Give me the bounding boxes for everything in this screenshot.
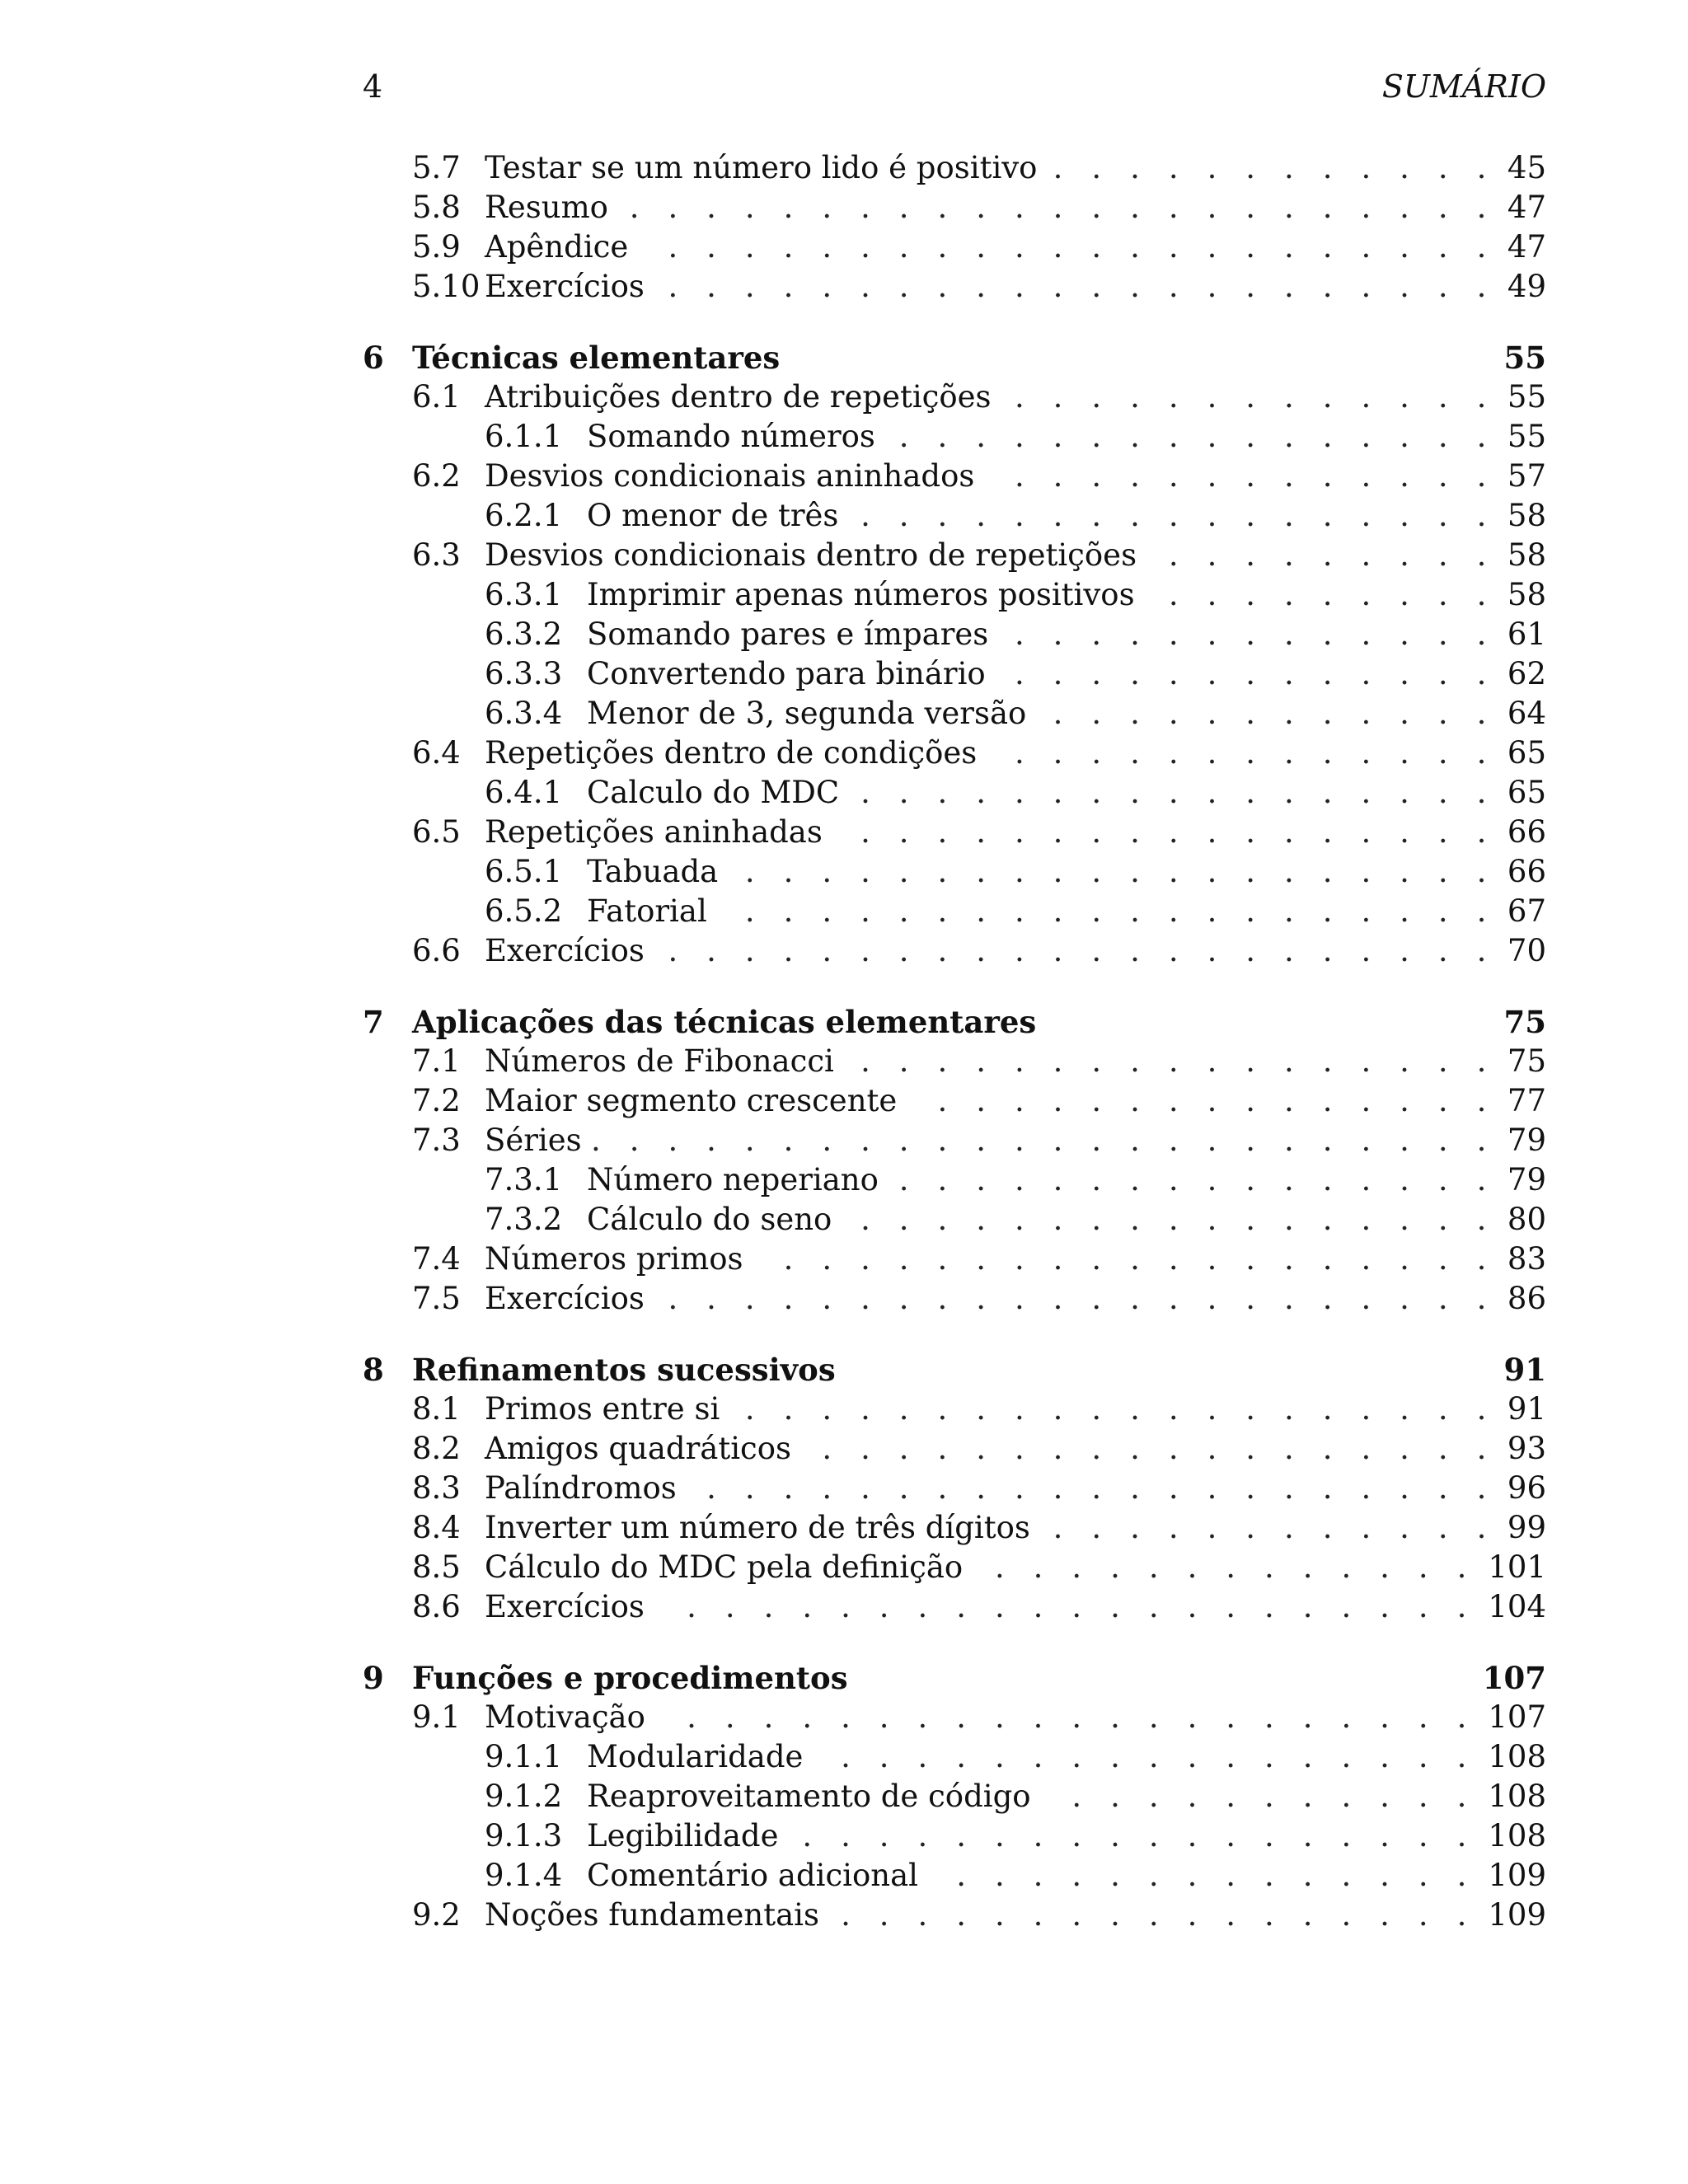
toc-entry-page: 47: [1504, 188, 1546, 227]
toc-entry[interactable]: [363, 148, 1546, 188]
toc-entry-title: Repetições dentro de condições: [485, 733, 983, 773]
dot-leader: [656, 1279, 1496, 1319]
toc-entry-page: 55: [1501, 338, 1547, 377]
toc-entry-number: 6.5: [412, 814, 461, 850]
toc-entry-title: Maior segmento crescente: [485, 1081, 903, 1121]
toc-entry[interactable]: [363, 496, 1546, 536]
toc-entry-title: Desvios condicionais aninhados: [485, 457, 981, 496]
dot-leader: [688, 1469, 1496, 1508]
toc-entry[interactable]: [363, 1856, 1546, 1896]
toc-entry-page: 79: [1504, 1160, 1546, 1200]
toc-entry-number: 6.5.1: [485, 854, 563, 889]
toc-entry[interactable]: [363, 1240, 1546, 1279]
toc-entry-title: Fatorial: [587, 892, 714, 931]
toc-entry-page: 67: [1504, 892, 1546, 931]
toc-entry-page: 75: [1504, 1042, 1546, 1081]
toc-entry-title: Calculo do MDC: [587, 773, 846, 813]
toc-entry[interactable]: [363, 1548, 1546, 1587]
toc-entry-title: Legibilidade: [587, 1816, 785, 1856]
toc-entry-title: Técnicas elementares: [412, 338, 786, 377]
dot-leader: [843, 1200, 1496, 1240]
toc-entry-page: 61: [1504, 615, 1546, 654]
toc-entry-page: 108: [1484, 1777, 1546, 1816]
toc-entry-number: 8.2: [412, 1431, 461, 1466]
toc-entry-page: 108: [1484, 1737, 1546, 1777]
toc-entry-title: Reaproveitamento de código: [587, 1777, 1038, 1816]
toc-entry-page: 96: [1504, 1469, 1546, 1508]
toc-entry-number: 5.8: [412, 190, 461, 225]
toc-entry[interactable]: [363, 227, 1546, 267]
toc-entry-page: 83: [1504, 1240, 1546, 1279]
toc-entry-number: 7.1: [412, 1043, 461, 1079]
toc-entry-title: Exercícios: [485, 1279, 651, 1319]
toc-entry-page: 62: [1504, 654, 1546, 694]
toc-entry-title: Números de Fibonacci: [485, 1042, 841, 1081]
toc-entry[interactable]: [363, 457, 1546, 496]
toc-entry-number: 6.3: [412, 537, 461, 573]
dot-leader: [1042, 1508, 1496, 1548]
toc-entry-number: 6.6: [412, 933, 461, 968]
toc-entry-number: 5.7: [412, 150, 461, 185]
toc-entry-title: Apêndice: [485, 227, 635, 267]
toc-entry-number: 6.5.2: [485, 893, 563, 929]
toc-entry-title: Tabuada: [587, 852, 724, 892]
dot-leader: [846, 1042, 1496, 1081]
toc-entry[interactable]: [363, 1587, 1546, 1627]
toc-entry[interactable]: [363, 1160, 1546, 1200]
toc-entry-title: Inverter um número de três dígitos: [485, 1508, 1037, 1548]
dot-leader: [1000, 615, 1496, 654]
toc-entry-number: 5.10: [412, 269, 481, 304]
toc-entry[interactable]: [363, 1698, 1546, 1737]
toc-entry-title: Exercícios: [485, 931, 651, 971]
toc-entry-number: 8.6: [412, 1589, 461, 1624]
toc-entry-page: 107: [1484, 1698, 1546, 1737]
dot-leader: [831, 1896, 1476, 1935]
dot-leader: [790, 1816, 1476, 1856]
toc-entry[interactable]: [363, 931, 1546, 971]
toc-entry-title: Convertendo para binário: [587, 654, 992, 694]
toc-entry[interactable]: [363, 733, 1546, 773]
toc-entry-number: 7.2: [412, 1083, 461, 1118]
toc-entry-title: Modularidade: [587, 1737, 809, 1777]
toc-entry-page: 49: [1504, 267, 1546, 307]
toc-entry-number: 6.1: [412, 379, 461, 415]
toc-entry-page: 107: [1479, 1658, 1546, 1698]
toc-entry-number: 7.3.2: [485, 1202, 563, 1237]
toc-entry-number: 6: [363, 340, 384, 376]
dot-leader: [887, 417, 1496, 457]
toc-entry-page: 104: [1484, 1587, 1546, 1627]
toc-chapter-entry[interactable]: [363, 338, 1546, 377]
toc-entry-number: 7: [363, 1004, 384, 1040]
toc-chapter-entry[interactable]: [363, 1002, 1546, 1042]
dot-leader: [988, 733, 1496, 773]
dot-leader: [1146, 575, 1496, 615]
toc-entry-title: Primos entre si: [485, 1390, 726, 1429]
toc-entry[interactable]: [363, 813, 1546, 852]
toc-entry[interactable]: [363, 1469, 1546, 1508]
toc-entry-page: 65: [1504, 733, 1546, 773]
toc-entry-page: 55: [1504, 417, 1546, 457]
toc-entry-title: Funções e procedimentos: [412, 1658, 855, 1698]
toc-chapter-entry[interactable]: [363, 1658, 1546, 1698]
toc-entry-page: 77: [1504, 1081, 1546, 1121]
toc-entry-title: Desvios condicionais dentro de repetições: [485, 536, 1143, 575]
toc-entry-title: Repetições aninhadas: [485, 813, 829, 852]
toc-entry-number: 9.1.1: [485, 1739, 563, 1774]
toc-entry-title: Números primos: [485, 1240, 749, 1279]
toc-chapter-entry[interactable]: [363, 1350, 1546, 1390]
dot-leader: [1003, 377, 1496, 417]
dot-leader: [593, 1121, 1496, 1160]
toc-entry-number: 8.3: [412, 1470, 461, 1506]
toc-entry-title: Menor de 3, segunda versão: [587, 694, 1033, 733]
toc-entry-page: 65: [1504, 773, 1546, 813]
toc-entry-title: Refinamentos sucessivos: [412, 1350, 842, 1390]
toc-entry-number: 6.4: [412, 735, 461, 771]
toc-entry[interactable]: [363, 1279, 1546, 1319]
toc-entry-page: 108: [1484, 1816, 1546, 1856]
toc-entry-number: 9.1: [412, 1699, 461, 1735]
toc-entry-number: 6.2.1: [485, 498, 563, 533]
dot-leader: [834, 813, 1496, 852]
toc-entry-title: Imprimir apenas números positivos: [587, 575, 1142, 615]
toc-entry-page: 93: [1504, 1429, 1546, 1469]
toc-entry-page: 75: [1501, 1002, 1547, 1042]
toc-entry-number: 6.3.3: [485, 656, 563, 691]
dot-leader: [754, 1240, 1496, 1279]
toc-entry-number: 7.3.1: [485, 1162, 563, 1197]
toc-entry-page: 70: [1504, 931, 1546, 971]
dot-leader: [719, 892, 1496, 931]
toc-entry[interactable]: [363, 694, 1546, 733]
toc-entry-title: O menor de três: [587, 496, 845, 536]
dot-leader: [640, 227, 1496, 267]
toc-entry[interactable]: [363, 892, 1546, 931]
dot-leader: [1048, 148, 1496, 188]
dot-leader: [930, 1856, 1476, 1896]
toc-entry-number: 7.4: [412, 1241, 461, 1277]
toc-entry[interactable]: [363, 1390, 1546, 1429]
toc-entry-page: 66: [1504, 813, 1546, 852]
toc-entry-number: 8: [363, 1352, 384, 1388]
running-title: SUMÁRIO: [1381, 68, 1546, 105]
toc-entry[interactable]: [363, 267, 1546, 307]
toc-entry-title: Motivação: [485, 1698, 652, 1737]
toc-entry-page: 91: [1501, 1350, 1547, 1390]
dot-leader: [656, 267, 1496, 307]
toc-entry-page: 55: [1504, 377, 1546, 417]
page-number: 4: [363, 68, 383, 105]
toc-entry[interactable]: [363, 1508, 1546, 1548]
dot-leader: [908, 1081, 1496, 1121]
toc-entry-title: Cálculo do seno: [587, 1200, 838, 1240]
toc-entry[interactable]: [363, 654, 1546, 694]
toc-entry-number: 8.5: [412, 1549, 461, 1585]
toc-entry-page: 58: [1504, 536, 1546, 575]
toc-entry-number: 9.1.3: [485, 1818, 563, 1854]
dot-leader: [1148, 536, 1496, 575]
toc-entry-page: 45: [1504, 148, 1546, 188]
toc-entry[interactable]: [363, 1777, 1546, 1816]
toc-entry[interactable]: [363, 852, 1546, 892]
toc-entry-title: Noções fundamentais: [485, 1896, 826, 1935]
toc-entry-number: 9.1.4: [485, 1858, 563, 1893]
toc-entry-title: Somando pares e ímpares: [587, 615, 995, 654]
toc-entry-page: 57: [1504, 457, 1546, 496]
dot-leader: [1038, 694, 1496, 733]
dot-leader: [657, 1698, 1476, 1737]
toc-entry[interactable]: [363, 1121, 1546, 1160]
dot-leader: [997, 654, 1496, 694]
toc-entry-page: 58: [1504, 496, 1546, 536]
toc-entry-number: 8.1: [412, 1391, 461, 1427]
toc-entry-title: Somando números: [587, 417, 882, 457]
toc-entry-number: 8.4: [412, 1510, 461, 1545]
toc-entry-page: 66: [1504, 852, 1546, 892]
dot-leader: [620, 188, 1496, 227]
toc-entry-title: Comentário adicional: [587, 1856, 925, 1896]
dot-leader: [974, 1548, 1476, 1587]
toc-entry-number: 6.4.1: [485, 775, 563, 810]
toc-entry[interactable]: [363, 1737, 1546, 1777]
toc-entry-page: 58: [1504, 575, 1546, 615]
toc-entry[interactable]: [363, 536, 1546, 575]
toc-entry-number: 5.9: [412, 229, 461, 265]
toc-entry-title: Exercícios: [485, 267, 651, 307]
table-of-contents: [363, 148, 1546, 1935]
toc-entry[interactable]: [363, 377, 1546, 417]
toc-entry-title: Aplicações das técnicas elementares: [412, 1002, 1043, 1042]
toc-entry-title: Número neperiano: [587, 1160, 885, 1200]
toc-entry-number: 9.1.2: [485, 1779, 563, 1814]
toc-entry-number: 6.1.1: [485, 419, 563, 454]
toc-entry-title: Atribuições dentro de repetições: [485, 377, 998, 417]
toc-entry-number: 6.3.4: [485, 696, 563, 731]
toc-entry-number: 6.3.2: [485, 616, 563, 652]
dot-leader: [1043, 1777, 1476, 1816]
toc-entry-number: 7.5: [412, 1281, 461, 1316]
dot-leader: [656, 1587, 1476, 1627]
dot-leader: [890, 1160, 1496, 1200]
dot-leader: [986, 457, 1496, 496]
toc-entry-number: 9: [363, 1660, 384, 1696]
dot-leader: [731, 1390, 1496, 1429]
toc-entry-page: 64: [1504, 694, 1546, 733]
toc-entry-page: 79: [1504, 1121, 1546, 1160]
toc-entry-page: 91: [1504, 1390, 1546, 1429]
toc-entry-page: 47: [1504, 227, 1546, 267]
toc-entry-title: Testar se um número lido é positivo: [485, 148, 1043, 188]
toc-entry-page: 80: [1504, 1200, 1546, 1240]
toc-entry[interactable]: [363, 1081, 1546, 1121]
toc-entry-page: 109: [1484, 1896, 1546, 1935]
dot-leader: [729, 852, 1496, 892]
toc-entry-number: 9.2: [412, 1897, 461, 1933]
toc-entry-number: 7.3: [412, 1122, 461, 1158]
toc-entry[interactable]: [363, 417, 1546, 457]
dot-leader: [851, 773, 1496, 813]
toc-entry-page: 101: [1484, 1548, 1546, 1587]
toc-entry[interactable]: [363, 1816, 1546, 1856]
toc-entry[interactable]: [363, 1896, 1546, 1935]
toc-entry-title: Cálculo do MDC pela definição: [485, 1548, 969, 1587]
toc-entry[interactable]: [363, 575, 1546, 615]
toc-entry-title: Exercícios: [485, 1587, 651, 1627]
toc-entry-title: Palíndromos: [485, 1469, 683, 1508]
toc-entry[interactable]: [363, 1200, 1546, 1240]
dot-leader: [803, 1429, 1496, 1469]
toc-entry-title: Amigos quadráticos: [485, 1429, 798, 1469]
toc-entry[interactable]: [363, 188, 1546, 227]
toc-entry[interactable]: [363, 1429, 1546, 1469]
toc-entry-page: 109: [1484, 1856, 1546, 1896]
dot-leader: [656, 931, 1496, 971]
toc-entry-page: 99: [1504, 1508, 1546, 1548]
toc-entry[interactable]: [363, 615, 1546, 654]
dot-leader: [850, 496, 1496, 536]
toc-entry-page: 86: [1504, 1279, 1546, 1319]
toc-entry-title: Séries: [485, 1121, 588, 1160]
toc-entry-title: Resumo: [485, 188, 615, 227]
dot-leader: [814, 1737, 1476, 1777]
toc-entry[interactable]: [363, 773, 1546, 813]
toc-entry[interactable]: [363, 1042, 1546, 1081]
toc-entry-number: 6.3.1: [485, 577, 563, 612]
toc-entry-number: 6.2: [412, 458, 461, 494]
